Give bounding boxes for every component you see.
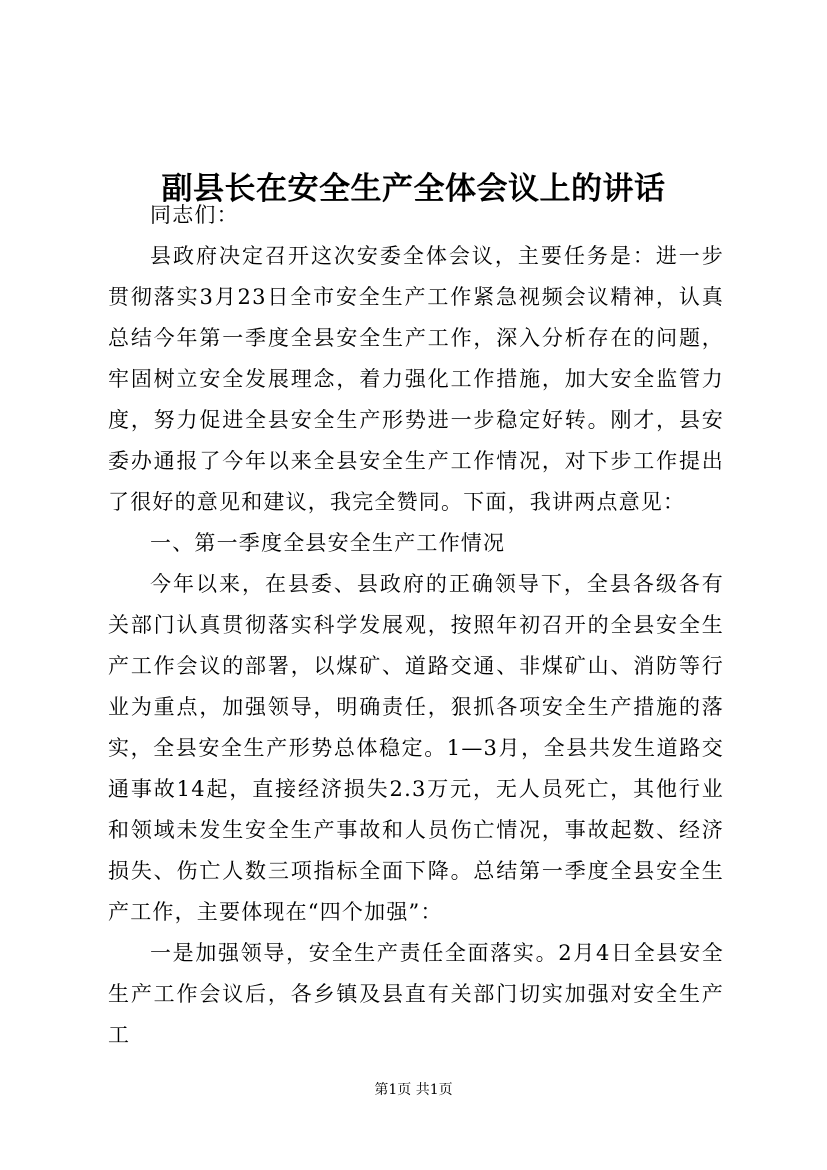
- salutation-paragraph: 同志们：: [150, 203, 239, 227]
- intro-paragraph: 县政府决定召开这次安委全体会议，主要任务是：进一步贯彻落实3月23日全市安全生产工作紧急视频会议精神，认真总结今年第一季度全县安全生产工作，深入分析存在的问题，牢固树立安全发展理念，着力强化工作措施，加大安全监管力度，努力促进全县安全生产形势进一步稳定好转。刚才，县安委办通报了今年以来全县安全生产工作情况，对下步工作提出了很好的意见和建议，我完全赞同。下面，我讲两点意见：: [108, 244, 724, 514]
- point-one-paragraph: 一是加强领导，安全生产责任全面落实。2月4日全县安全生产工作会议后，各乡镇及县直有关部门切实加强对安全生产工: [108, 941, 724, 1047]
- page-number: 第1页 共1页: [374, 1082, 453, 1098]
- section-heading: 一、第一季度全县安全生产工作情况: [150, 531, 506, 555]
- document-body: [108, 195, 724, 1056]
- document-title: 副县长在安全生产全体会议上的讲话: [161, 170, 666, 207]
- summary-paragraph: 今年以来，在县委、县政府的正确领导下，全县各级各有关部门认真贯彻落实科学发展观，按照年初召开的全县安全生产工作会议的部署，以煤矿、道路交通、非煤矿山、消防等行业为重点，加强领导，明确责任，狠抓各项安全生产措施的落实，全县安全生产形势总体稳定。1—3月，全县共发生道路交通事故14起，直接经济损失2.3万元，无人员死亡，其他行业和领域未发生安全生产事故和人员伤亡情况，事故起数、经济损失、伤亡人数三项指标全面下降。总结第一季度全县安全生产工作，主要体现在“四个加强”：: [108, 572, 724, 924]
